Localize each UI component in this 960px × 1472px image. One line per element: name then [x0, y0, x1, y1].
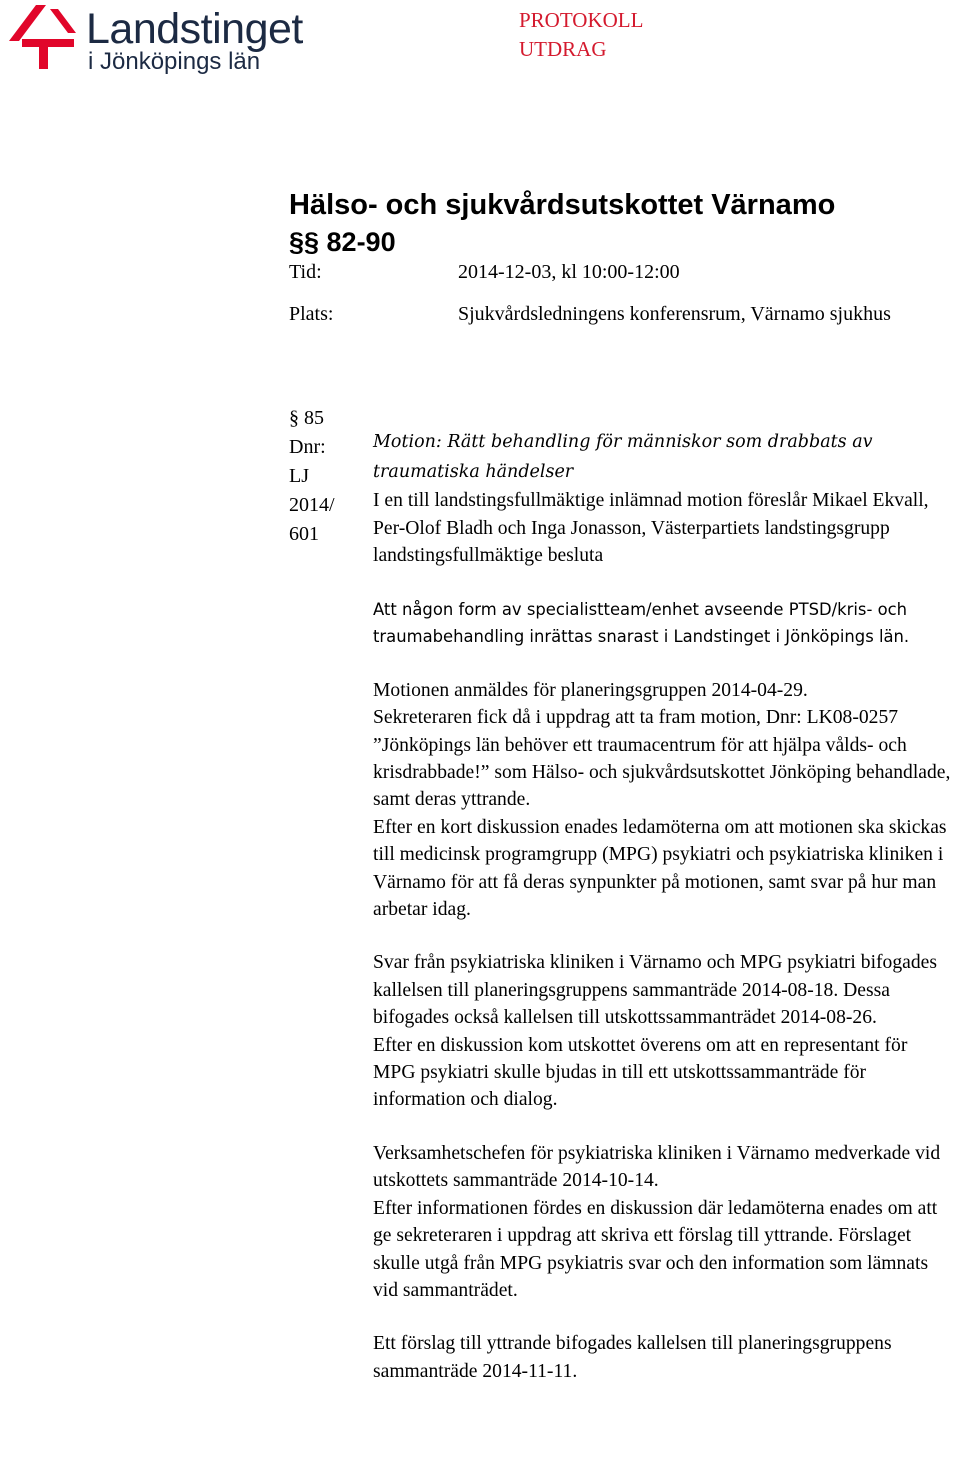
motion-intro: I en till landstingsfullmäktige inlämnad motion föreslår Mikael Ekvall, Per-Olof Bladh och Inga Jonasson, Västerpartiets landstingsgrupp landstingsfullmäktige besluta	[373, 490, 929, 567]
item-sidebar	[289, 404, 365, 549]
document-type: PROTOKOLL	[519, 8, 644, 32]
logo-subtitle: i Jönköpings län	[88, 48, 261, 75]
history-paragraph: Sekreteraren fick då i uppdrag att ta fram motion, Dnr: LK08-0257 ”Jönköpings län behöver ett traumacentrum för att hjälpa vålds- och krisdrabbade!” som Hälso- och sjukvårdsutskottet Jönköping behandlade, samt deras yttrande.	[373, 707, 951, 811]
answer-paragraph: Efter en diskussion kom utskottet överens om att en representant för MPG psykiatri skulle bjudas in till ett utskottssammanträde för information och dialog.	[373, 1034, 908, 1111]
time-value: 2014-12-03, kl 10:00-12:00	[458, 261, 680, 283]
item-content	[373, 428, 953, 1385]
answer-paragraph: Svar från psykiatriska kliniken i Värnamo och MPG psykiatri bifogades kallelsen till planeringsgruppens sammanträde 2014-08-18. Dessa bifogades också kallelsen till utskottssammanträdet 2014-08-26.	[373, 952, 937, 1029]
history-paragraph: Efter en kort diskussion enades ledamöterna om att motionen ska skickas till medicinsk programgrupp (MPG) psykiatri och psykiatriska kliniken i Värnamo för att få deras synpunkter på motionen, samt svar på hur man arbetar idag.	[373, 816, 947, 921]
logo-title: Landstinget	[86, 5, 303, 53]
committee-title: Hälso- och sjukvårdsutskottet Värnamo	[289, 189, 836, 221]
landstinget-logo-mark-icon	[6, 3, 78, 71]
document-subtype: UTDRAG	[519, 37, 607, 61]
motion-proposal: Att någon form av specialistteam/enhet avseende PTSD/kris- och traumabehandling inrättas snarast i Landstinget i Jönköpings län.	[373, 599, 910, 647]
head-paragraph: Efter informationen fördes en diskussion där ledamöterna enades om att ge sekreteraren i uppdrag att skriva ett förslag till yttrande. Förslaget skulle utgå från MPG psykiatris svar och den information som lämnats vid sammanträdet.	[373, 1197, 938, 1301]
time-label: Tid:	[289, 261, 322, 283]
dnr-line: 601	[289, 523, 319, 545]
paragraph-range: §§ 82-90	[289, 227, 396, 257]
history-paragraph: Motionen anmäldes för planeringsgruppen 2014-04-29.	[373, 679, 808, 701]
item-paragraph: § 85	[289, 407, 324, 429]
head-paragraph: Verksamhetschefen för psykiatriska kliniken i Värnamo medverkade vid utskottets sammanträde 2014-10-14.	[373, 1142, 941, 1192]
dnr-line: 2014/	[289, 494, 335, 516]
place-value: Sjukvårdsledningens konferensrum, Värnamo sjukhus	[458, 303, 891, 325]
place-label: Plats:	[289, 303, 334, 325]
dnr-line: LJ	[289, 465, 309, 487]
final-paragraph: Ett förslag till yttrande bifogades kallelsen till planeringsgruppens sammanträde 2014-11-11.	[373, 1333, 892, 1382]
motion-title: Motion: Rätt behandling för människor som drabbats av traumatiska händelser	[373, 432, 873, 482]
dnr-label: Dnr:	[289, 436, 326, 458]
